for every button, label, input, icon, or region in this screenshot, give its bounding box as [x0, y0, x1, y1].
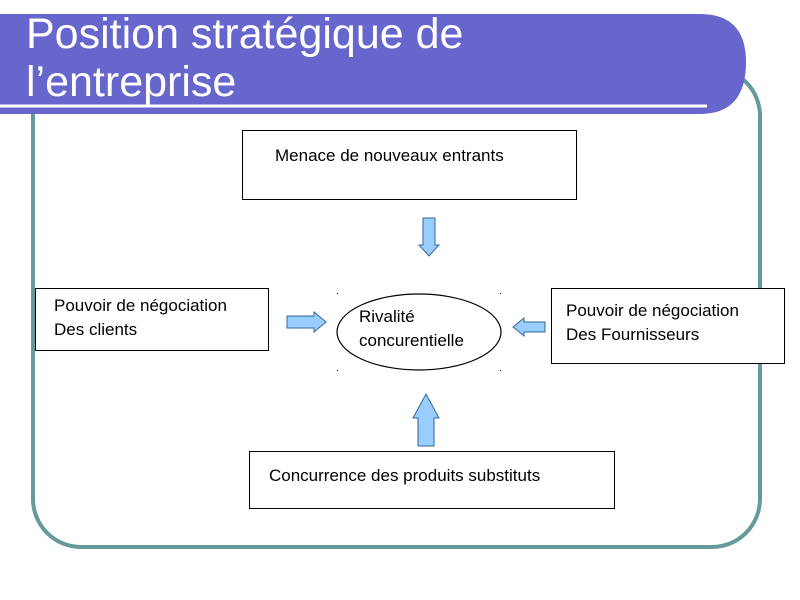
- force-box-clients: [35, 288, 269, 351]
- center-label: [359, 305, 464, 353]
- slide-title: [26, 10, 726, 106]
- force-box-new-entrants: [242, 130, 577, 200]
- force-box-suppliers: [551, 288, 785, 364]
- slide-title-line-2: l’entreprise: [26, 58, 237, 106]
- force-box-substitutes: [249, 451, 615, 509]
- force-label: Des clients: [54, 320, 138, 339]
- force-label: Pouvoir de négociation: [54, 296, 227, 315]
- force-label: Concurrence des produits substituts: [269, 466, 541, 485]
- force-label: Pouvoir de négociation: [566, 301, 739, 320]
- center-label-line-1: Rivalité: [359, 307, 415, 326]
- force-label: Des Fournisseurs: [566, 325, 700, 344]
- force-label: Menace de nouveaux entrants: [275, 146, 504, 165]
- center-label-line-2: concurentielle: [359, 331, 464, 350]
- slide-title-line-1: Position stratégique de: [26, 10, 464, 58]
